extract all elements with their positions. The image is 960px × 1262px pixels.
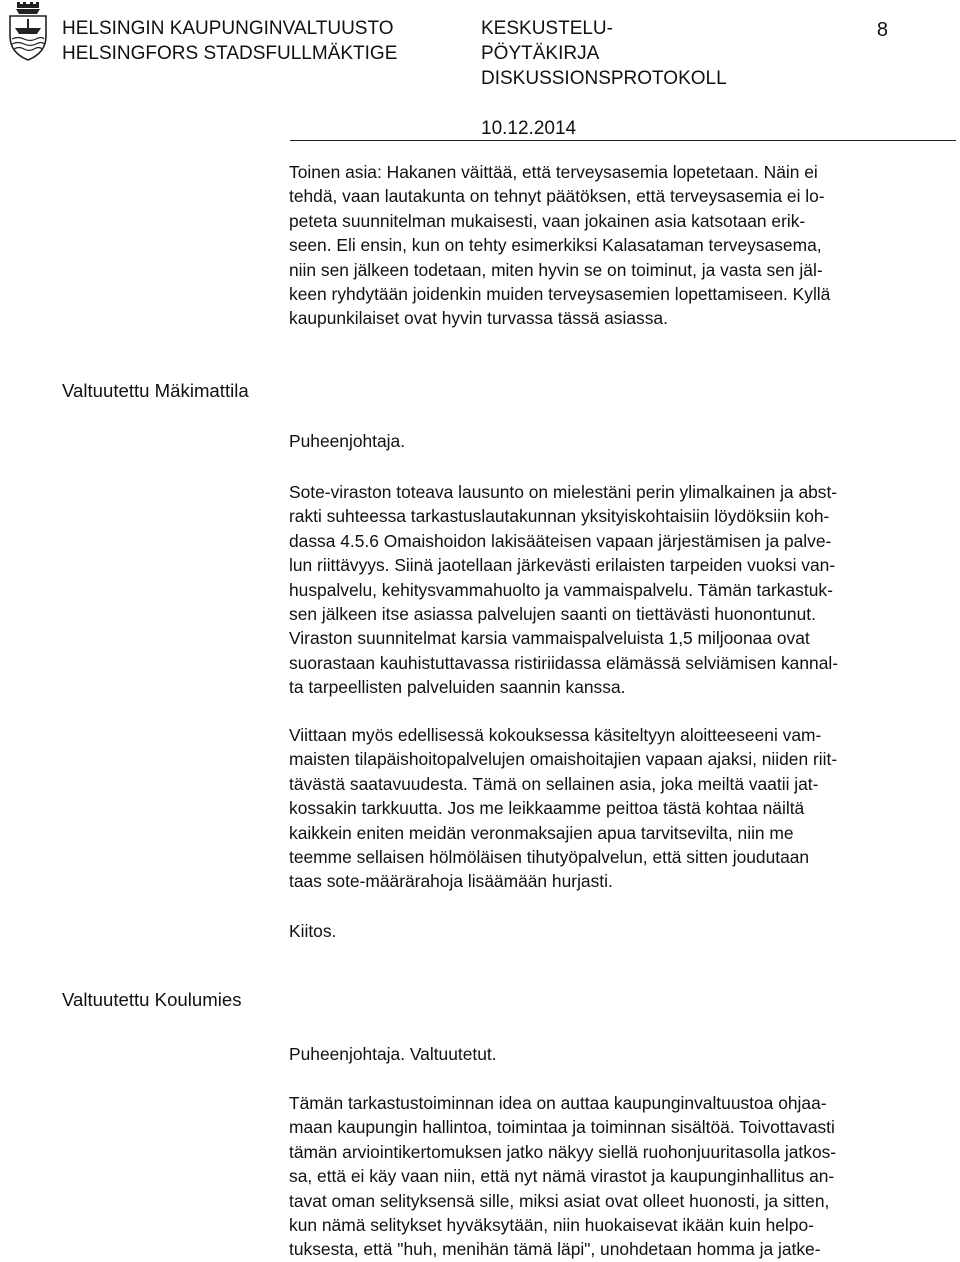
- document-type-line: KESKUSTELU-: [481, 18, 613, 39]
- text-line: Viraston suunnitelmat karsia vammaispalveluista 1,5 miljoonaa ovat: [289, 628, 810, 649]
- paragraph: [289, 1091, 931, 1262]
- organization-name-sv: HELSINGFORS STADSFULLMÄKTIGE: [62, 43, 398, 64]
- text-line: huspalvelu, kehitysvammahuolto ja vammaispalvelu. Tämän tarkastuk-: [289, 579, 833, 600]
- text-line: sen jälkeen itse asiassa palvelujen saanti on tiettävästi huonontunut.: [289, 604, 816, 625]
- speaker-name: Valtuutettu Koulumies: [62, 989, 242, 1010]
- text-line: rakti suhteessa tarkastuslautakunnan yksityiskohtaisiin löydöksiin koh-: [289, 506, 830, 527]
- paragraph: [289, 160, 931, 331]
- text-line: lun riittävyys. Siinä jaotellaan järkevästi erilaisten tarpeiden vuoksi van-: [289, 555, 836, 576]
- text-line: keen ryhdytään joidenkin muiden terveysasemien lopettamiseen. Kyllä: [289, 284, 831, 305]
- text-line: suorastaan kauhistuttavassa ristiriidassa elämässä selviämisen kannal-: [289, 652, 839, 673]
- document-type-line: DISKUSSIONSPROTOKOLL: [481, 68, 727, 89]
- text-line: maisten tilapäishoitopalvelujen omaishoitajien vapaan ajaksi, niiden riit-: [289, 749, 838, 770]
- text-line: kun nämä selitykset hyväksytään, niin huokaisevat ikään kuin helpo-: [289, 1215, 814, 1236]
- greeting: Puheenjohtaja.: [289, 431, 406, 451]
- header-divider: [290, 140, 956, 141]
- text-line: sa, että ei käy vaan niin, että nyt nämä virastot ja kaupunginhallitus an-: [289, 1166, 835, 1187]
- text-line: Viittaan myös edellisessä kokouksessa käsiteltyyn aloitteeseeni vam-: [289, 725, 822, 745]
- page-number: 8: [876, 19, 888, 41]
- paragraph: [289, 480, 931, 700]
- text-line: tehdä, vaan lautakunta on tehnyt päätöksen, että terveysasemia ei lo-: [289, 186, 825, 207]
- text-line: niin sen jälkeen todetaan, miten hyvin se on toiminut, ja vasta sen jäl-: [289, 259, 823, 280]
- closing: Kiitos.: [289, 921, 337, 941]
- text-line: tävästä saatavuudesta. Tämä on sellainen asia, joka meiltä vaatii jat-: [289, 773, 819, 794]
- text-line: Toinen asia: Hakanen väittää, että terveysasemia lopetetaan. Näin ei: [289, 162, 818, 182]
- text-line: kaikkein eniten meidän veronmaksajien apua tarvitsevilta, niin me: [289, 822, 794, 843]
- text-line: kaupunkilaiset ovat hyvin turvassa tässä asiassa.: [289, 308, 668, 329]
- text-line: seen. Eli ensin, kun on tehty esimerkiksi Kalasataman terveysasema,: [289, 235, 822, 256]
- text-line: tuksesta, että "huh, menihän tämä läpi", unohdetaan homma ja jatke-: [289, 1239, 821, 1260]
- document-type: [481, 16, 727, 91]
- organization-name-fi: HELSINGIN KAUPUNGINVALTUUSTO: [62, 18, 394, 39]
- text-line: tämän arviointikertomuksen jatko näkyy siellä ruohonjuuritasolla jatkos-: [289, 1141, 837, 1162]
- text-line: tavat oman selityksensä sille, miksi asiat ovat olleet huonosti, ja sitten,: [289, 1190, 830, 1211]
- greeting: Puheenjohtaja. Valtuutetut.: [289, 1044, 497, 1064]
- text-line: maan kaupungin hallintoa, toimintaa ja toiminnan sisältöä. Toivottavasti: [289, 1117, 835, 1138]
- text-line: kossakin tarkkuutta. Jos me leikkaamme peittoa tästä kohtaa näiltä: [289, 798, 805, 819]
- text-line: dassa 4.5.6 Omaishoidon lakisääteisen vapaan järjestämisen ja palve-: [289, 530, 832, 551]
- text-line: peteta suunnitelman mukaisesti, vaan jokainen asia katsotaan erik-: [289, 210, 806, 231]
- text-line: teemme sellaisen hölmöläisen tihutyöpalvelun, että sitten joudutaan: [289, 847, 810, 868]
- paragraph: [289, 723, 931, 894]
- document-type-line: PÖYTÄKIRJA: [481, 43, 600, 64]
- text-line: ta tarpeellisten palveluiden saannin kanssa.: [289, 677, 626, 698]
- text-line: Tämän tarkastustoiminnan idea on auttaa kaupunginvaltuustoa ohjaa-: [289, 1093, 827, 1113]
- meeting-date: 10.12.2014: [481, 118, 577, 139]
- helsinki-coat-of-arms-logo: [4, 2, 52, 62]
- text-line: taas sote-määrärahoja lisäämään hurjasti.: [289, 871, 613, 892]
- speaker-name: Valtuutettu Mäkimattila: [62, 380, 249, 401]
- text-line: Sote-viraston toteava lausunto on mielestäni perin ylimalkainen ja abst-: [289, 482, 838, 502]
- organization-name: [62, 16, 397, 66]
